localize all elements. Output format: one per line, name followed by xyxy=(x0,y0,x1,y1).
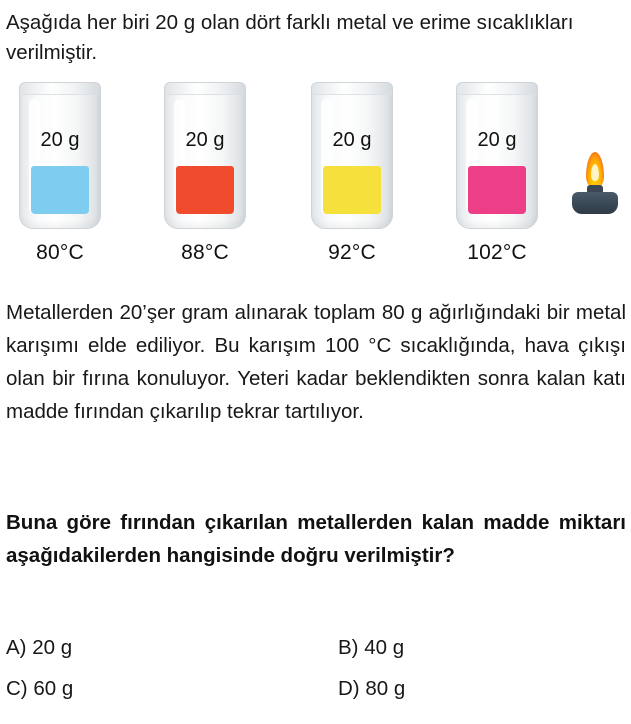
option-b[interactable]: B) 40 g xyxy=(338,636,405,659)
beaker-glass-4 xyxy=(456,82,538,229)
beaker-item-2 xyxy=(145,82,265,265)
burner xyxy=(570,152,620,232)
beaker-mass-label-3: 20 g xyxy=(332,129,372,151)
beaker-item-3 xyxy=(292,82,412,265)
option-c[interactable]: C) 60 g xyxy=(6,677,74,700)
options-row-1 xyxy=(6,636,626,660)
beakers-row xyxy=(0,82,631,282)
beaker-glass-1 xyxy=(19,82,101,229)
beaker-rim-1 xyxy=(19,83,101,95)
beaker-mass-label-2: 20 g xyxy=(185,129,225,151)
beaker-temperature-2: 88°C xyxy=(181,241,229,264)
option-a[interactable]: A) 20 g xyxy=(6,636,73,659)
beaker-temperature-1: 80°C xyxy=(36,241,84,264)
options-list xyxy=(6,636,626,718)
beaker-temperature-3: 92°C xyxy=(328,241,376,264)
beaker-liquid-2 xyxy=(176,166,234,214)
beaker-rim-2 xyxy=(164,83,246,95)
beaker-glass-3 xyxy=(311,82,393,229)
intro-text: Aşağıda her biri 20 g olan dört farklı metal ve erime sıcaklıkları verilmiştir. xyxy=(6,11,574,64)
beaker-item-4 xyxy=(437,82,557,265)
question-text: Buna göre fırından çıkarılan metallerden kalan madde miktarı aşağıdakilerden hangisinde doğru verilmiştir? xyxy=(6,511,626,567)
beaker-mass-label-1: 20 g xyxy=(40,129,80,151)
beaker-liquid-1 xyxy=(31,166,89,214)
option-d[interactable]: D) 80 g xyxy=(338,677,406,700)
beaker-glass-2 xyxy=(164,82,246,229)
beaker-rim-4 xyxy=(456,83,538,95)
beaker-liquid-3 xyxy=(323,166,381,214)
body-text: Metallerden 20’şer gram alınarak toplam 80 g ağırlığındaki bir metal karışımı elde ediliyor. Bu karışım 100 °C sıcaklığında, hava çıkışı olan bir fırına konuluyor. Yeteri kadar beklendikten sonra kalan katı madde fırından çıkarılıp tekrar tartılıyor. xyxy=(6,301,626,423)
options-row-2 xyxy=(6,677,626,701)
burner-base xyxy=(572,192,618,214)
beaker-item-1 xyxy=(0,82,120,265)
beaker-liquid-4 xyxy=(468,166,526,214)
flame-core-icon xyxy=(591,164,599,181)
beaker-rim-3 xyxy=(311,83,393,95)
beaker-temperature-4: 102°C xyxy=(467,241,527,264)
beaker-mass-label-4: 20 g xyxy=(477,129,517,151)
